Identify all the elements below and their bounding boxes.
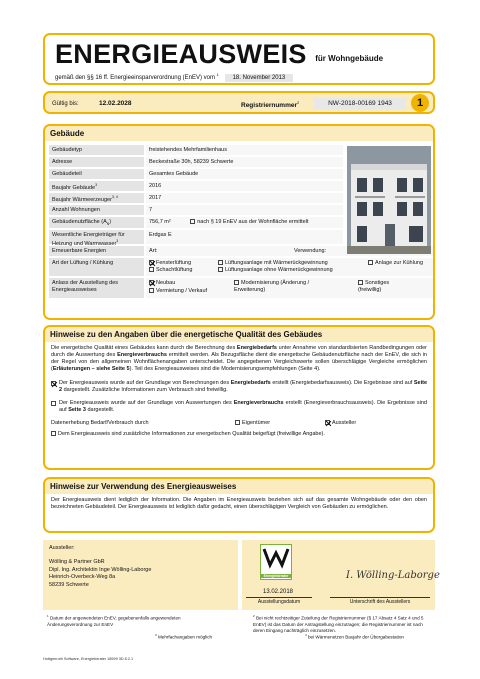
footnote-text: Bei nicht rechtzeitiger Zuteilung der Registriernummer (§ 17 Absatz 4 Satz 4 und 5 EnEV) ist das Datum der Antragstellung einzutragen; die Registriernummer ist nach deren Eingang nachträglich einzusetzen. [253,615,424,633]
signature-label: Unterschrift des Ausstellers [330,597,430,605]
building-photo-drawing [347,146,431,254]
data-collection-row [45,417,433,428]
row-issue-reason [49,278,433,298]
row-building-part [49,169,343,179]
signature: I. Wölling-Laborge [346,570,440,581]
text-run: dargestellt. [85,406,115,413]
row-key: Art der Lüftung / Kühlung [49,258,144,276]
vent-checkbox[interactable] [149,260,154,265]
footnote-ref: 3 [116,238,119,243]
certificate-header [43,33,435,85]
valid-until-label: Gültig bis: [52,101,79,107]
reason-option [234,280,314,293]
registration-label-text: Registriernummer [241,102,297,110]
footnote-row [43,614,435,633]
attached-label: Dem Energieausweis sind zusätzliche Informationen zur energetischen Qualität beigefügt (freiwillige Angabe). [58,431,325,438]
footnote-ref: 3 [95,183,98,187]
row-key-text: Baujahr Gebäude [52,184,96,191]
vent-option [218,267,333,274]
issuer-section [43,540,440,610]
footnote-1: $^1$ Datum der angewendeten EnEV, gegebenenfalls angewendeten Änderungsverordnung zur EnEV [47,614,181,627]
row-key: Adresse [49,157,144,167]
building-heading: Gebäude [45,126,433,141]
issuer-line: Wölling & Partner GbR [49,559,105,566]
reason-label: Sonstiges (freiwillig) [358,280,390,293]
vent-option [368,260,428,267]
issuer-line: 58239 Schwerte [49,581,89,588]
footnote-2: $^2$ Bei nicht rechtzeitiger Zuteilung der Registriernummer (§ 17 Absatz 4 Satz 4 und 5 EnEV) ist das Datum der Antragstellung einzutragen; die Registriernummer ist nach deren Eingang nachträglich einzusetzen. [253,614,424,633]
renewables-use-label: Verwendung: [294,248,327,254]
row-value: Erdgas E [146,230,343,244]
area-option [190,219,308,225]
usage-notes-heading: Hinweise zur Verwendung des Energieausweises [45,479,433,494]
row-key [49,230,144,247]
reason-option [149,288,207,295]
issuer-checkbox[interactable] [325,420,330,425]
owner-label: Eigentümer [242,420,271,427]
regulation-date: 18. November 2013 [225,74,294,82]
vent-label: Lüftungsanlage mit Wärmerückgewinnung [225,260,328,266]
row-key: Anzahl Wohnungen [49,205,144,215]
row-key-end: ) [109,219,112,225]
footnote-text: bei Wärmenetzen Baujahr der Übergabestation [307,634,404,640]
text-bold: Energieverbrauchs [117,352,167,359]
renewables-type-label: Art: [149,248,158,254]
vent-checkbox[interactable] [368,260,373,265]
attached-info-row [45,428,433,441]
footnote-text: Mehrfachangaben möglich [157,634,213,640]
text-bold: Erläuterungen – siehe Seite 5 [52,366,130,373]
row-key: Anlass der Ausstellung des Energieausweises [49,278,144,298]
row-address [49,157,343,167]
text-run: Die energetische Qualität eines Gebäudes kann durch die Berechnung des [51,345,237,351]
registration-label [241,100,299,109]
data-collection-label: Datenerhebung Bedarf/Verbrauch durch [51,420,149,427]
row-usable-area [49,217,343,228]
text-run: ). Teil des Energieausweises sind die Modernisierungsempfehlungen (Seite 4). [129,366,321,373]
text-bold: Seite 3 [68,406,86,413]
document-subtitle: für Wohngebäude [315,54,384,63]
text-run: dargestellt. Zusätzliche Informationen zum Verbrauch sind freiwillig. [62,386,228,393]
registration-number: NW-2018-00169 1943 [314,98,406,110]
area-option-label: nach § 19 EnEV aus der Wohnfläche ermittelt [197,219,309,225]
text-run: ermittelt werden. Als Bezugsfläche dient die energetische Gebäudenutzfläche nach der EnEV, die sich in der Regel von den allgemeinen Wohnflächenangaben unterscheidet. Die angegebenen Vergleichswerte sollen überschlägige Vergleiche ermöglichen ( [51,352,427,373]
issuer-label: Aussteller [332,420,357,427]
demand-option [45,377,433,397]
vent-option [218,260,328,267]
text-bold: Energieverbrauchs [233,399,284,406]
area-option-checkbox[interactable] [190,219,195,224]
row-energy-carrier [49,230,343,247]
text-bold: Energiebedarfs [230,379,271,386]
text-bold: Seite 2 [59,379,428,393]
text-run: Der Energieausweis wurde auf der Grundlage von Auswertungen des [59,399,234,406]
issue-date-label: Ausstellungsdatum [246,597,312,605]
reason-label: Modernisierung (Änderung / Erweiterung) [234,280,310,293]
issuer-label: Aussteller: [49,545,75,551]
row-value: 2016 [146,181,343,191]
row-key [49,193,144,203]
regulation-line [55,72,423,82]
row-heater-year [49,193,343,203]
reason-checkbox[interactable] [149,280,154,285]
row-building-type [49,145,343,155]
issuer-box [43,540,238,610]
issue-date: 13.02.2018 [262,589,294,595]
quality-notes-heading: Hinweise zu den Angaben über die energetische Qualität des Gebäudes [45,327,433,342]
row-value [146,217,343,228]
vent-checkbox[interactable] [218,267,223,272]
reason-checkbox[interactable] [358,280,363,285]
vent-label: Schachtlüftung [156,267,193,273]
reason-checkbox[interactable] [234,280,239,285]
validity-bar [43,91,435,114]
row-key: Erneuerbare Energien [49,246,144,256]
issuer-line: Heinrich-Overbeck-Weg 8a [49,574,116,581]
row-construction-year [49,181,343,191]
owner-checkbox[interactable] [235,420,240,425]
row-value [146,278,433,298]
document-title: ENERGIEAUSWEIS [55,39,307,69]
reason-checkbox[interactable] [149,288,154,293]
usage-notes-text: Der Energieausweis dient lediglich der Information. Die Angaben im Energieausweis beziehen sich auf das gesamte Wohngebäude oder den oben bezeichneten Gebäudeteil. Der Energieausweis ist lediglich dafür gedacht, einen überschlägigen Vergleich von Gebäuden zu ermöglichen. [51,497,427,511]
row-key-subscript: N [106,222,110,227]
quality-notes-intro [45,342,433,377]
row-ventilation [49,258,433,276]
row-key [49,181,144,191]
vent-option [149,260,191,267]
row-key-text: Gebäudenutzfläche (A [52,219,107,225]
row-key [49,217,144,228]
row-value [146,258,433,276]
vent-checkbox[interactable] [149,267,154,272]
logo-mark [261,545,291,569]
vent-label: Anlage zur Kühlung [375,260,424,266]
reason-option [358,280,406,293]
vent-option [149,267,192,274]
area-value: 756,7 m² [149,219,171,225]
reason-label: Neubau [156,280,176,286]
page-number-badge: 1 [411,94,429,112]
footnotes [43,614,435,643]
vent-label: Lüftungsanlage ohne Wärmerückgewinnung [225,267,333,273]
row-value: 7 [146,205,343,215]
text-run: unter Annahme von standardisierten Randbedingungen oder durch die Auswertung des [51,345,427,359]
registration-footnote-ref: 2 [297,100,300,105]
row-key: Gebäudeteil [49,169,144,179]
row-value: 2017 [146,193,343,203]
reason-label: Vermietung / Verkauf [156,288,208,294]
text-run: erstellt (Energiebedarfsausweis). Die Ergebnisse sind auf [270,379,414,386]
row-value: freistehendes Mehrfamilienhaus [146,145,343,155]
issuer-option [325,420,356,427]
issuer-line: Dipl. Ing. Architektin Inge Wölling-Laborge [49,566,152,573]
valid-until-date: 12.02.2028 [99,100,132,107]
reason-option [149,280,175,287]
row-value: Gesamtes Gebäude [146,169,343,179]
footnote-row [43,633,435,643]
text-bold: Energiebedarfs [236,345,277,351]
footnote-ref: 3, 4 [111,195,118,199]
footnote-3: $^3$ Mehrfachangaben möglich [155,633,213,640]
row-key: Gebäudetyp [49,145,144,155]
software-credit: Hottgenroth Software, Energieberater 18599 3D 8.2.1 [43,657,134,661]
regulation-text: gemäß den §§ 16 ff. Energieeinsparverordnung (EnEV) vom [55,75,215,81]
quality-notes-section [43,325,435,470]
attached-checkbox[interactable] [51,431,56,436]
text-run: Der Energieausweis wurde auf der Grundlage von Berechnungen des [59,379,231,386]
vent-label: Fensterlüftung [156,260,192,266]
text-run: erstellt (Energieverbrauchsausweis). Die Ergebnisse sind auf [59,399,427,413]
demand-checkbox[interactable] [51,381,56,386]
building-section [43,124,435,320]
consumption-checkbox[interactable] [51,401,56,406]
energy-advisor-logo [260,544,292,580]
row-value: Beckestraße 30h, 58239 Schwerte [146,157,343,167]
row-key-text: Baujahr Wärmeerzeuger [52,196,112,203]
row-key-text: Wesentliche Energieträger für Heizung und Warmwasser [52,232,125,247]
footnote-4: $^4$ bei Wärmenetzen Baujahr der Übergabestation [305,633,404,640]
regulation-footnote-ref: 1 [216,72,219,77]
consumption-option [45,397,433,417]
signature-box [242,540,440,610]
building-photo [347,146,431,254]
owner-option [235,420,270,427]
logo-text: Energieberater [261,574,291,578]
usage-notes-section [43,477,435,533]
footnote-text: Datum der angewendeten EnEV, gegebenenfalls angewendeten Änderungsverordnung zur EnEV [47,615,181,627]
vent-checkbox[interactable] [218,260,223,265]
row-apartment-count [49,205,343,215]
